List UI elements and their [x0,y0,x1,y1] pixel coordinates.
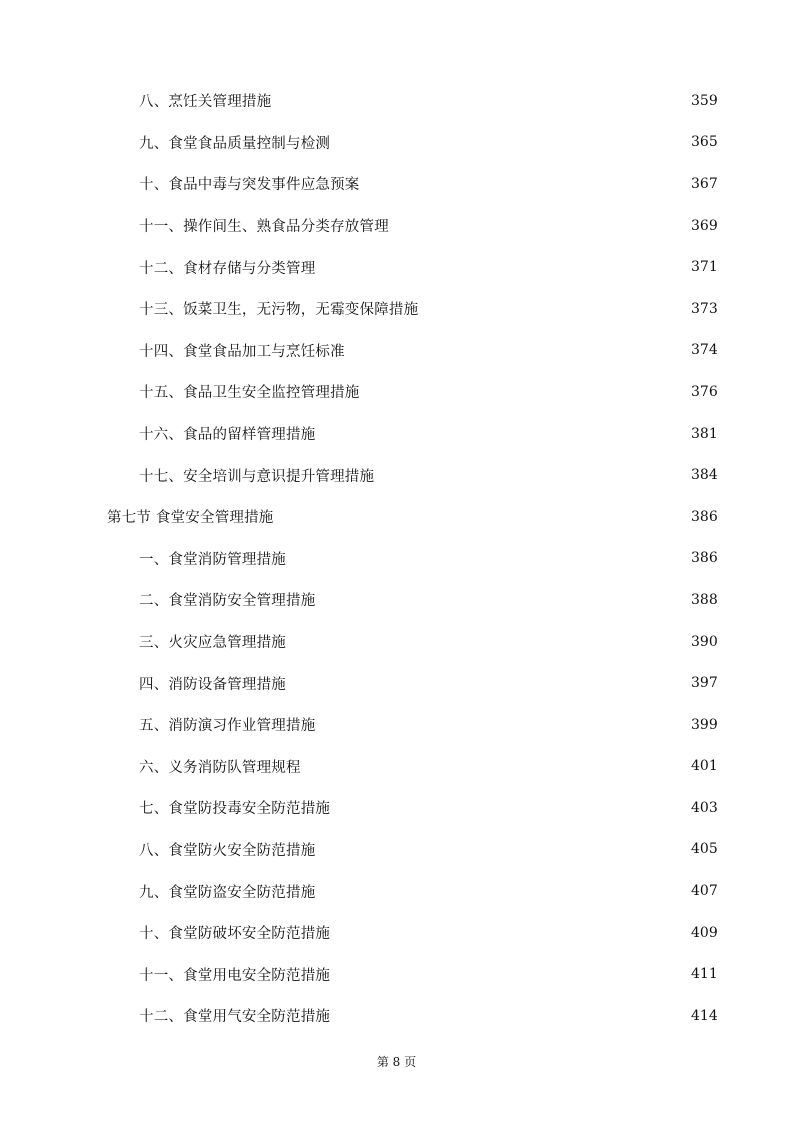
toc-dot-leader [334,801,685,815]
toc-entry-title: 四、消防设备管理措施 [139,676,286,693]
toc-dot-leader [334,967,685,981]
toc-dot-leader [364,177,686,191]
toc-dot-leader [278,510,685,524]
toc-entry-page: 401 [691,758,718,775]
toc-entry-title: 十一、操作间生、熟食品分类存放管理 [139,219,389,236]
toc-entry[interactable] [0,413,793,455]
toc-entry[interactable] [0,953,793,995]
toc-entry-page: 390 [691,633,718,650]
toc-entry-page: 386 [691,550,718,567]
toc-entry[interactable] [0,787,793,829]
toc-entry[interactable] [0,122,793,164]
toc-dot-leader [290,551,685,565]
table-of-contents [0,80,793,1037]
toc-dot-leader [319,884,685,898]
toc-entry-page: 381 [691,425,718,442]
toc-dot-leader [319,593,685,607]
toc-dot-leader [334,1009,685,1023]
toc-dot-leader [319,427,685,441]
toc-entry-page: 369 [691,217,718,234]
toc-entry[interactable] [0,288,793,330]
toc-entry-title: 九、食堂防盗安全防范措施 [139,884,316,901]
toc-entry[interactable] [0,621,793,663]
toc-entry[interactable] [0,330,793,372]
toc-dot-leader [290,635,685,649]
toc-entry[interactable] [0,454,793,496]
toc-dot-leader [422,302,685,316]
toc-entry-page: 407 [691,883,718,900]
toc-entry-page: 386 [691,508,718,525]
toc-entry-title: 十四、食堂食品加工与烹饪标准 [139,343,345,360]
toc-entry-page: 399 [691,716,718,733]
toc-dot-leader [319,718,685,732]
toc-entry-page: 397 [691,675,718,692]
toc-entry-title: 二、食堂消防安全管理措施 [139,593,316,610]
toc-entry[interactable] [0,80,793,122]
toc-dot-leader [378,468,685,482]
toc-dot-leader [319,260,685,274]
toc-entry-page: 405 [691,841,718,858]
toc-entry-title: 十、食堂防破坏安全防范措施 [139,926,331,943]
toc-entry[interactable] [0,579,793,621]
toc-entry-title: 六、义务消防队管理规程 [139,759,301,776]
toc-entry[interactable] [0,995,793,1037]
toc-entry[interactable] [0,870,793,912]
toc-entry[interactable] [0,538,793,580]
toc-entry-page: 365 [691,134,718,151]
toc-entry-page: 367 [691,175,718,192]
toc-entry-title: 十七、安全培训与意识提升管理措施 [139,468,375,485]
toc-entry-title: 十一、食堂用电安全防范措施 [139,967,331,984]
toc-entry-title: 九、食堂食品质量控制与检测 [139,135,331,152]
toc-dot-leader [364,385,686,399]
toc-entry-page: 376 [691,383,718,400]
toc-entry-title: 十六、食品的留样管理措施 [139,427,316,444]
toc-entry[interactable] [0,246,793,288]
toc-entry-title: 八、烹饪关管理措施 [139,94,272,111]
toc-entry-page: 388 [691,591,718,608]
toc-dot-leader [319,842,685,856]
toc-entry-page: 414 [691,1007,718,1024]
toc-entry-page: 371 [691,259,718,276]
toc-entry-title: 第七节 食堂安全管理措施 [107,510,274,527]
toc-entry-title: 十二、食堂用气安全防范措施 [139,1009,331,1026]
toc-dot-leader [290,676,685,690]
toc-dot-leader [334,135,685,149]
toc-entry[interactable] [0,371,793,413]
toc-entry[interactable] [0,912,793,954]
toc-entry-title: 七、食堂防投毒安全防范措施 [139,801,331,818]
toc-entry-page: 409 [691,924,718,941]
toc-entry-page: 373 [691,300,718,317]
toc-entry-page: 359 [691,92,718,109]
toc-entry-page: 403 [691,799,718,816]
toc-entry-page: 374 [691,342,718,359]
toc-entry-title: 十、食品中毒与突发事件应急预案 [139,177,360,194]
toc-entry[interactable] [0,662,793,704]
page-footer [0,1053,793,1070]
toc-entry-title: 十三、饭菜卫生，无污物，无霉变保障措施 [139,302,419,319]
toc-entry[interactable] [0,746,793,788]
page-number: 第 8 页 [376,1055,417,1069]
toc-dot-leader [334,926,685,940]
toc-entry[interactable] [0,205,793,247]
toc-entry-title: 五、消防演习作业管理措施 [139,718,316,735]
toc-entry[interactable] [0,496,793,538]
toc-entry-title: 一、食堂消防管理措施 [139,551,286,568]
toc-entry[interactable] [0,163,793,205]
toc-entry-title: 十二、食材存储与分类管理 [139,260,316,277]
toc-dot-leader [275,94,685,108]
toc-dot-leader [305,759,685,773]
toc-entry-title: 八、食堂防火安全防范措施 [139,842,316,859]
toc-entry-title: 三、火灾应急管理措施 [139,635,286,652]
toc-entry-title: 十五、食品卫生安全监控管理措施 [139,385,360,402]
toc-entry[interactable] [0,704,793,746]
toc-entry[interactable] [0,829,793,871]
toc-entry-page: 384 [691,467,718,484]
toc-dot-leader [349,343,685,357]
toc-entry-page: 411 [691,966,718,983]
toc-dot-leader [393,219,685,233]
